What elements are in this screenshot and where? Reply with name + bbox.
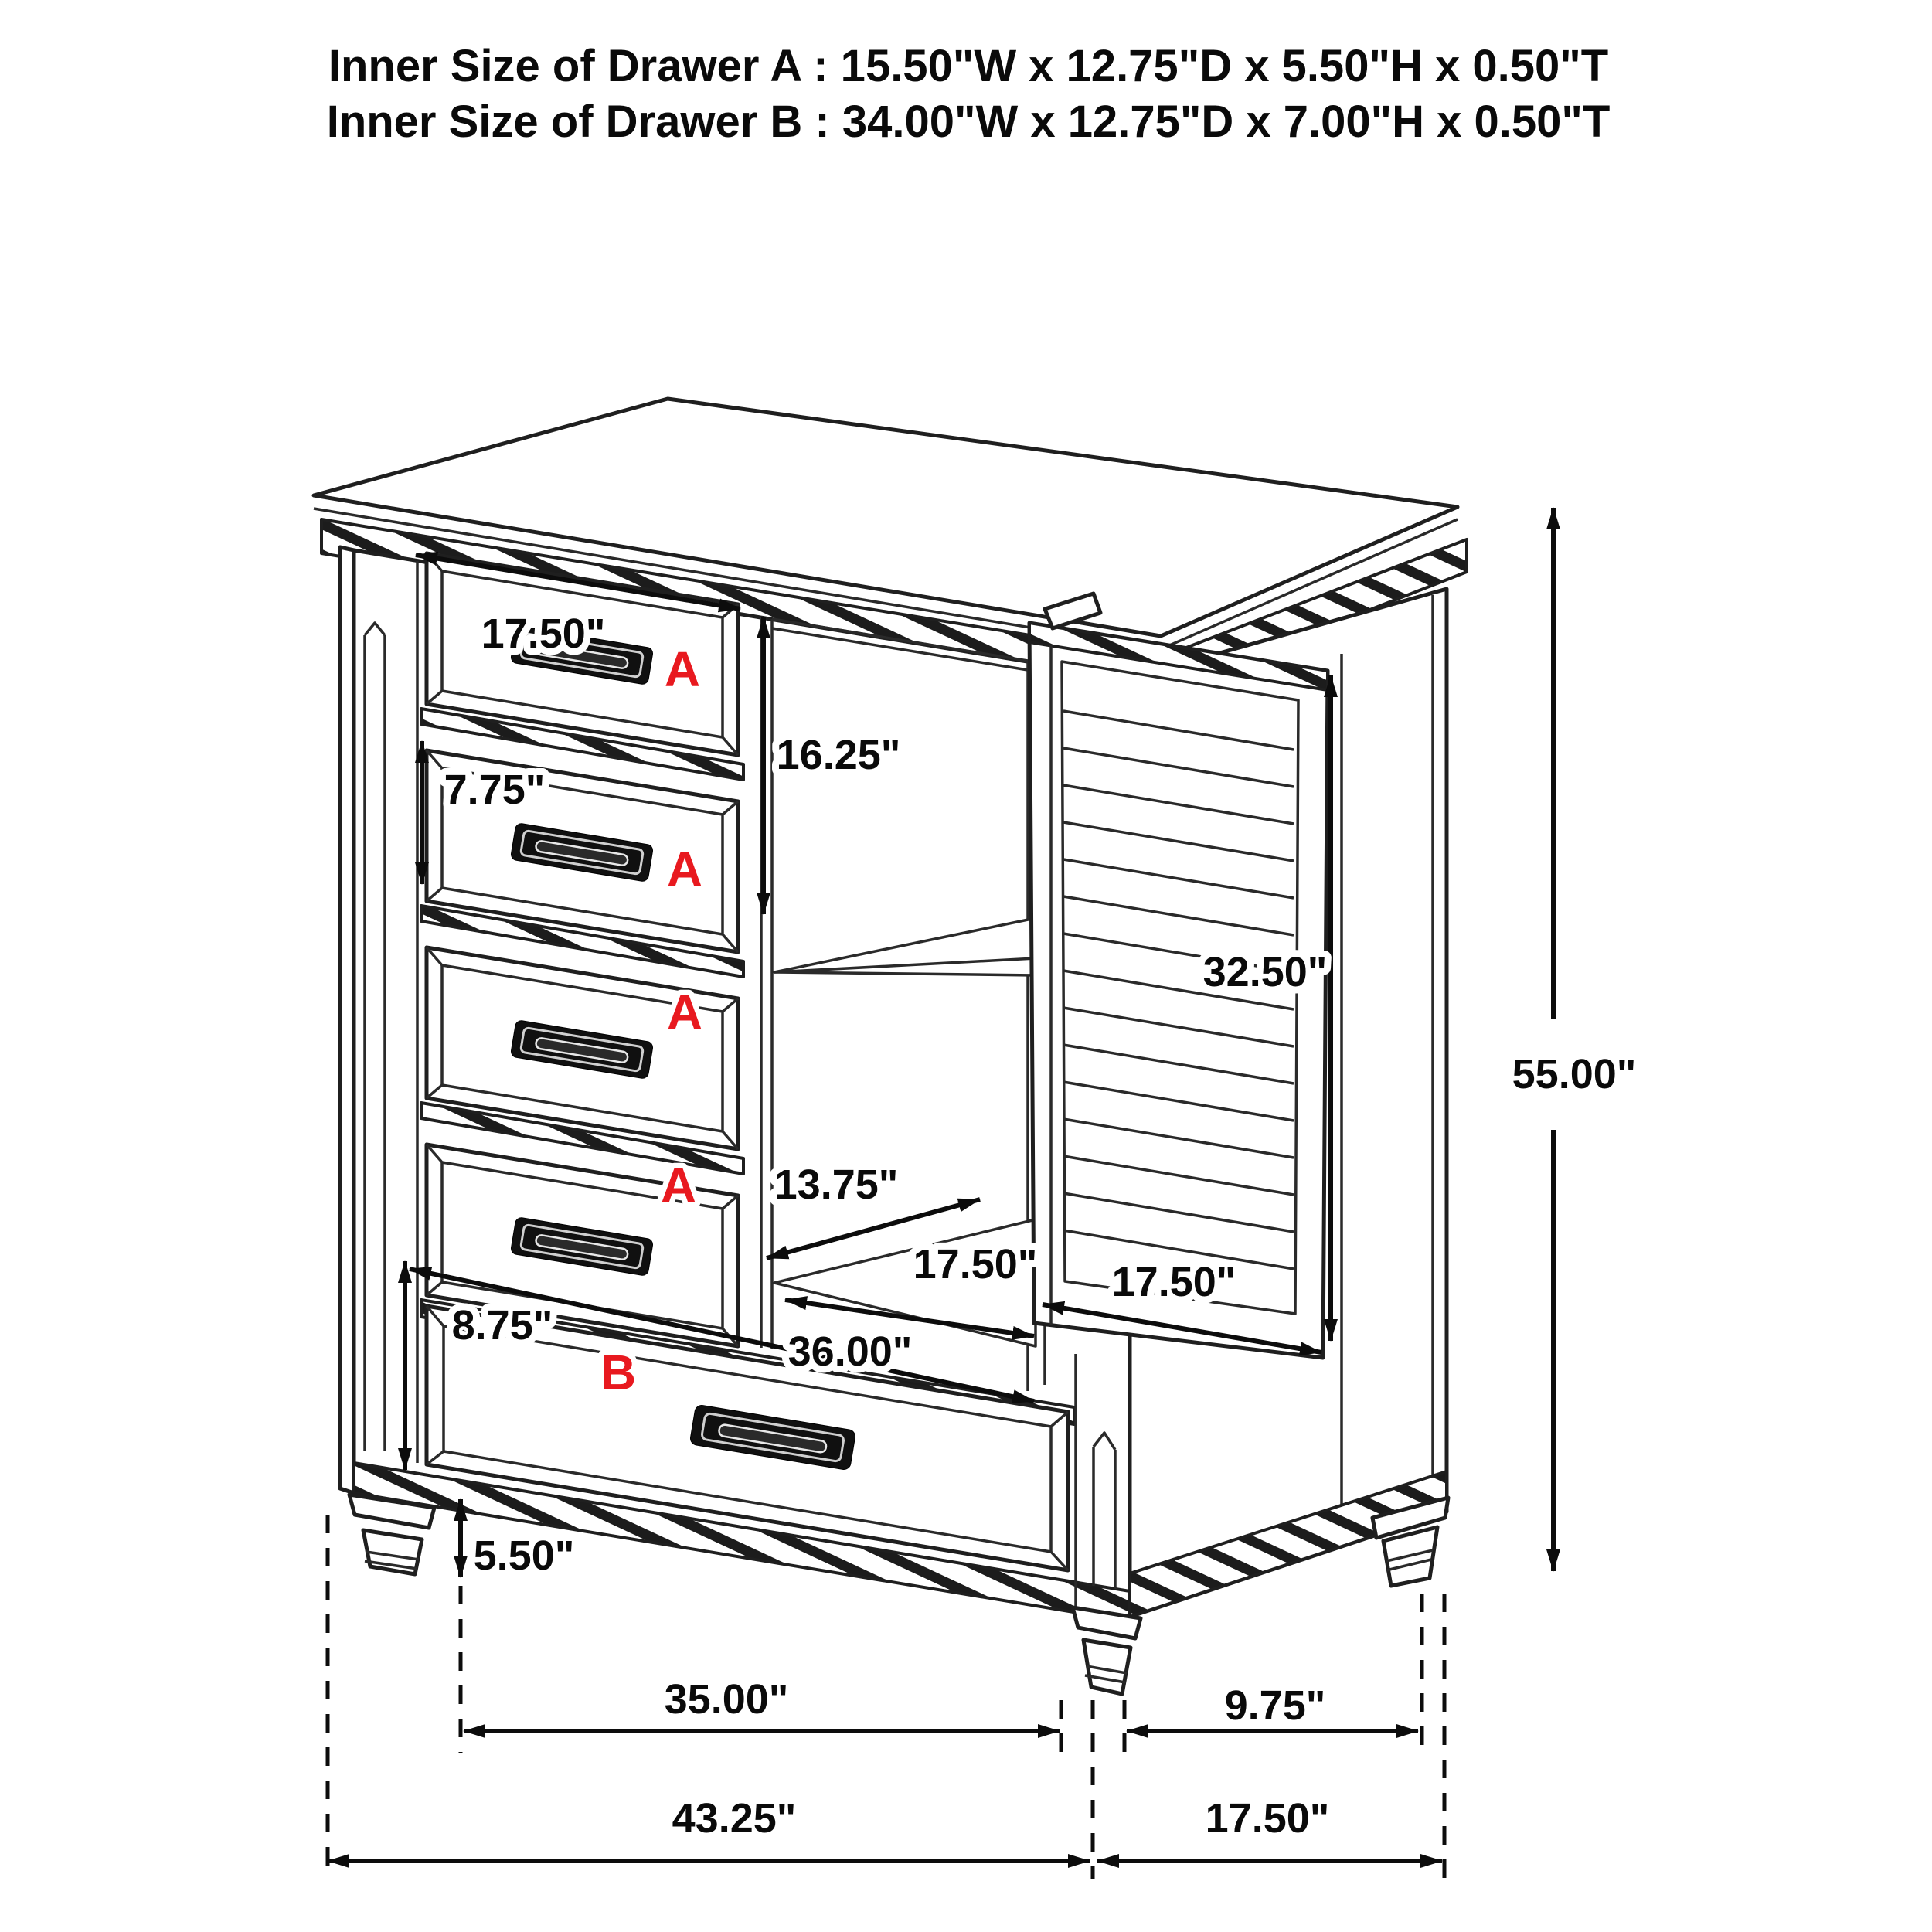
- letter-drawer-a1: A: [664, 641, 701, 697]
- letter-drawer-a3: A: [666, 985, 703, 1040]
- label-side-leg-spacing: 9.75": [1224, 1682, 1326, 1729]
- letter-drawer-a4: A: [660, 1158, 697, 1213]
- label-door-height: 32.50": [1202, 949, 1328, 995]
- left-edge-sliver: [340, 547, 354, 1493]
- letter-drawer-b: B: [600, 1345, 637, 1400]
- label-drawer-a-height: 7.75": [444, 767, 546, 813]
- label-cubby-upper-height: 16.25": [776, 732, 901, 778]
- title-line-1: Inner Size of Drawer A : 15.50"W x 12.75"D x 5.50"H x 0.50"T: [328, 41, 1609, 91]
- letter-drawer-a2: A: [666, 842, 703, 897]
- label-drawer-b-width: 36.00": [787, 1328, 913, 1375]
- label-front-leg-spacing: 35.00": [664, 1676, 789, 1723]
- label-door-width: 17.50": [1111, 1259, 1236, 1305]
- title-line-2: Inner Size of Drawer B : 34.00"W x 12.75"D x 7.00"H x 0.50"T: [326, 97, 1611, 147]
- label-cubby-depth: 13.75": [774, 1162, 899, 1208]
- label-overall-height: 55.00": [1512, 1051, 1637, 1097]
- label-cubby-width: 17.50": [913, 1241, 1038, 1287]
- label-overall-width: 43.25": [672, 1795, 797, 1842]
- label-drawer-b-height: 8.75": [451, 1302, 553, 1349]
- label-overall-depth: 17.50": [1205, 1795, 1330, 1842]
- label-drawer-a-width: 17.50": [481, 611, 606, 657]
- label-leg-height: 5.50": [473, 1532, 575, 1579]
